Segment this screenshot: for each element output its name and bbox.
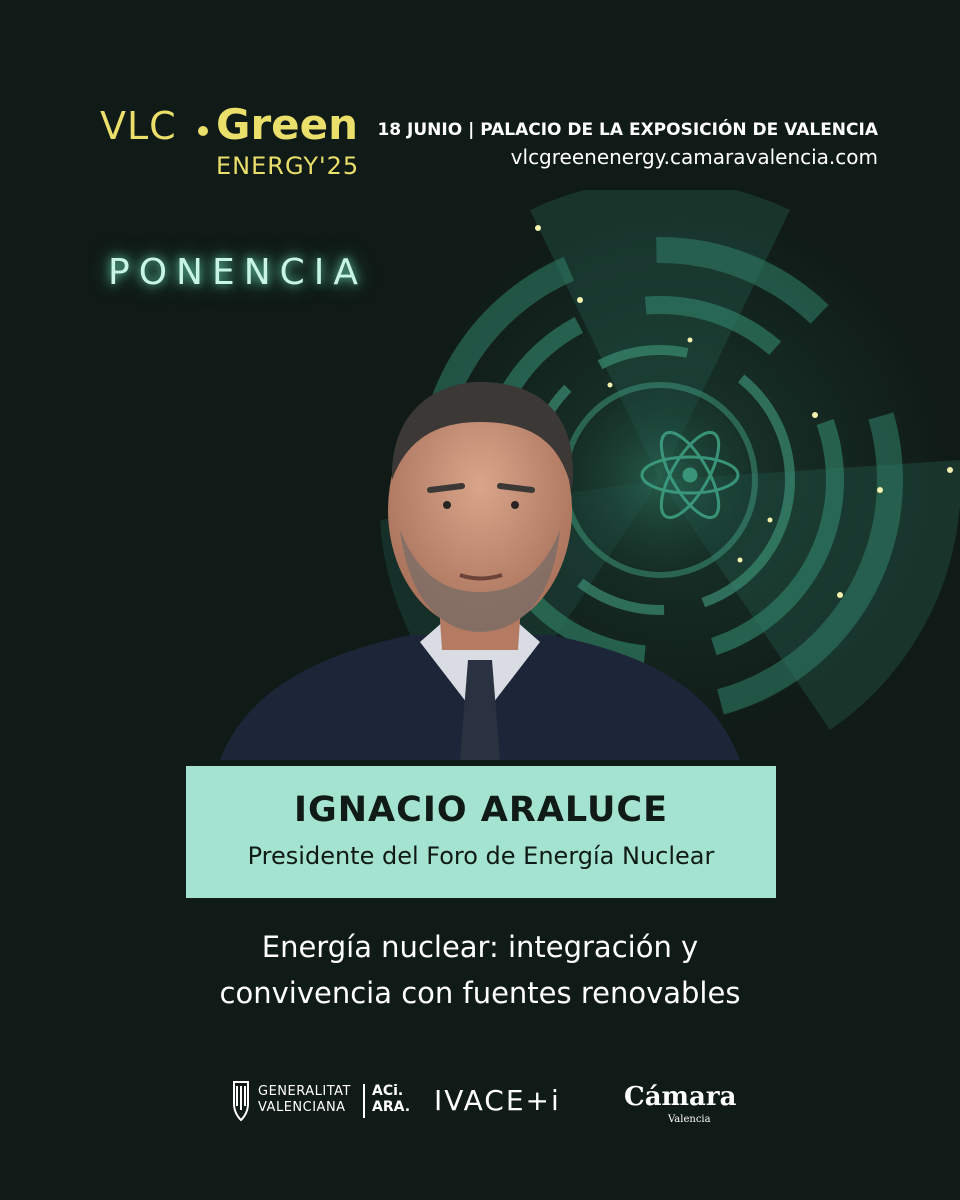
talk-title bbox=[130, 924, 830, 1016]
generalitat-line-1: GENERALITAT bbox=[258, 1084, 351, 1099]
logo-vlc: VLC bbox=[100, 104, 177, 148]
camara-subtitle: Valencia bbox=[668, 1114, 711, 1125]
speaker-photo bbox=[210, 360, 750, 760]
category-label: PONENCIA bbox=[108, 252, 368, 293]
right-eye bbox=[511, 501, 519, 509]
aciara-line-1: ACi. bbox=[372, 1083, 404, 1099]
event-date-place: 18 JUNIO | PALACIO DE LA EXPOSICIÓN DE VALENCIA bbox=[377, 120, 878, 140]
event-url: vlcgreenenergy.camaravalencia.com bbox=[510, 145, 878, 169]
generalitat-logo bbox=[258, 1084, 351, 1116]
logo-green: Green bbox=[216, 100, 359, 149]
left-eye bbox=[443, 501, 451, 509]
speaker-name: IGNACIO ARALUCE bbox=[294, 790, 668, 830]
sponsor-divider bbox=[363, 1084, 365, 1118]
vlc-green-energy-logo bbox=[100, 100, 370, 184]
logo-energy: ENERGY'25 bbox=[216, 152, 360, 180]
talk-title-line-1: Energía nuclear: integración y bbox=[261, 930, 699, 964]
speaker-name-box bbox=[186, 766, 776, 898]
camara-logo: Cámara bbox=[624, 1082, 737, 1112]
generalitat-crest-icon bbox=[230, 1078, 252, 1122]
aciara-logo bbox=[372, 1083, 410, 1115]
logo-dot bbox=[198, 126, 208, 136]
ivace-logo: IVACE+i bbox=[434, 1084, 561, 1117]
aciara-line-2: ARA. bbox=[372, 1099, 411, 1115]
generalitat-line-2: VALENCIANA bbox=[258, 1100, 346, 1115]
talk-title-line-2: convivencia con fuentes renovables bbox=[219, 976, 741, 1010]
left-brow bbox=[430, 486, 462, 490]
speaker-role: Presidente del Foro de Energía Nuclear bbox=[247, 842, 715, 870]
right-brow bbox=[500, 486, 532, 490]
sponsor-footer bbox=[0, 1070, 960, 1130]
